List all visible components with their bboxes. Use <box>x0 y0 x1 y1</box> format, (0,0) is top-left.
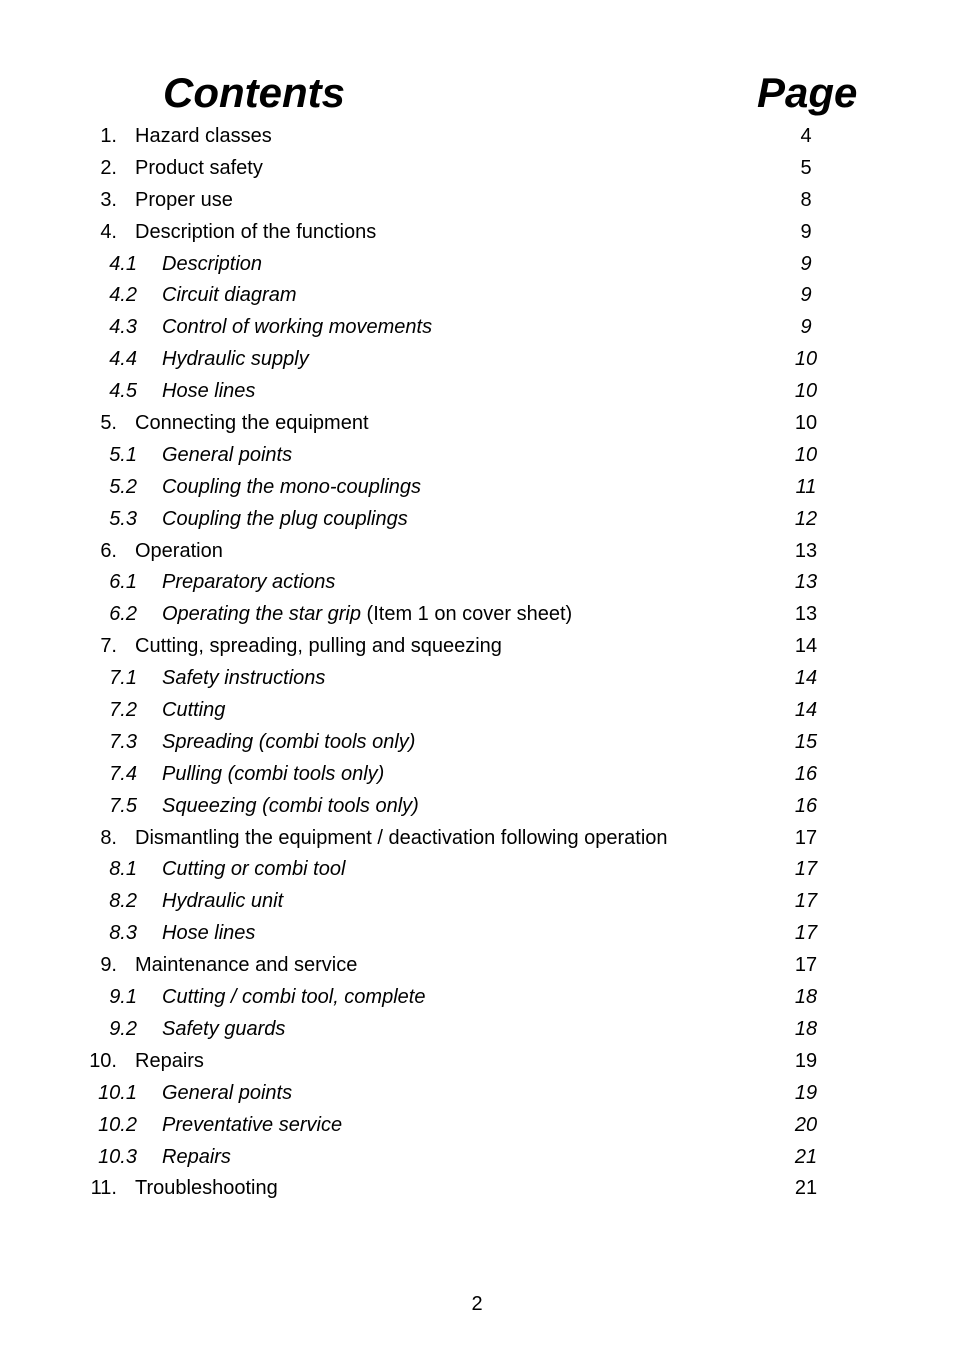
toc-entry-number: 4.2 <box>109 284 137 307</box>
toc-entry-number: 8.3 <box>109 922 137 945</box>
toc-entry-number: 7.2 <box>109 699 137 722</box>
toc-subentry[interactable] <box>0 662 954 694</box>
toc-entry-title: Cutting, spreading, pulling and squeezing <box>135 635 502 658</box>
toc-entry-page: 17 <box>794 922 818 945</box>
toc-entry-page: 20 <box>794 1113 818 1136</box>
toc-entry-number: 6.2 <box>109 603 137 626</box>
toc-subentry[interactable] <box>0 311 954 343</box>
toc-entry-title: Control of working movements <box>162 316 433 339</box>
toc-entry-number: 5. <box>100 412 117 435</box>
toc-entry-page: 9 <box>800 220 812 243</box>
toc-entry-title: Circuit diagram <box>162 284 297 307</box>
toc-subentry[interactable] <box>0 885 954 917</box>
toc-entry-title: Operation <box>135 539 223 562</box>
toc-entry-number: 8. <box>100 826 117 849</box>
toc-entry-title: General points <box>162 1081 293 1104</box>
toc-entry-title: Hydraulic supply <box>162 348 309 371</box>
toc-entry[interactable] <box>0 184 954 216</box>
toc-entry-title-wrap <box>162 471 421 503</box>
toc-entry-page: 18 <box>794 1017 818 1040</box>
toc-entry-title-wrap <box>135 120 272 152</box>
toc-subentry[interactable] <box>0 981 954 1013</box>
toc-entry-title-wrap <box>162 662 325 694</box>
toc-entry-title-wrap <box>162 917 255 949</box>
toc-entry-title-wrap <box>162 790 419 822</box>
toc-entry-title-wrap <box>162 566 335 598</box>
toc-subentry[interactable] <box>0 1077 954 1109</box>
toc-entry-title-wrap <box>135 1045 204 1077</box>
toc-entry-page: 12 <box>794 507 818 530</box>
toc-entry-page: 10 <box>794 443 818 466</box>
toc-entry-number: 5.2 <box>109 475 137 498</box>
toc-entry[interactable] <box>0 949 954 981</box>
toc-subentry[interactable] <box>0 375 954 407</box>
toc-entry-number: 4.4 <box>109 348 137 371</box>
toc-entry-title-wrap <box>162 758 384 790</box>
toc-entry-title-wrap <box>135 535 223 567</box>
toc-entry-number: 7.4 <box>109 762 137 785</box>
toc-entry-title: Maintenance and service <box>135 954 358 977</box>
toc-entry-title: Hydraulic unit <box>162 890 284 913</box>
toc-entry-title: Operating the star grip <box>162 603 361 626</box>
toc-entry-title: Safety guards <box>162 1017 286 1040</box>
toc-entry-title-wrap <box>162 343 309 375</box>
toc-subentry[interactable] <box>0 726 954 758</box>
toc-subentry[interactable] <box>0 758 954 790</box>
toc-entry-number: 9.1 <box>109 986 137 1009</box>
toc-entry-page: 13 <box>794 571 818 594</box>
toc-entry-page: 9 <box>800 316 812 339</box>
toc-entry-title: Preparatory actions <box>162 571 336 594</box>
toc-entry-title: Preventative service <box>162 1113 343 1136</box>
toc-entry-title: Spreading (combi tools only) <box>162 730 416 753</box>
toc-entry-title-wrap <box>162 726 415 758</box>
toc-entry-title: Hose lines <box>162 380 256 403</box>
toc-subentry[interactable] <box>0 790 954 822</box>
toc-entry-page: 8 <box>800 188 812 211</box>
toc-entry-title-wrap <box>162 1109 342 1141</box>
toc-entry-title: General points <box>162 443 293 466</box>
toc-entry-number: 6.1 <box>109 571 137 594</box>
toc-entry[interactable] <box>0 152 954 184</box>
toc-entry-number: 1. <box>100 125 117 147</box>
toc-entry-number: 10. <box>89 1049 117 1072</box>
toc-subentry[interactable] <box>0 279 954 311</box>
toc-entry-page: 16 <box>794 794 818 817</box>
toc-entry-page: 9 <box>800 284 812 307</box>
toc-entry[interactable] <box>0 216 954 248</box>
toc-entry-title: Description <box>162 252 263 275</box>
toc-entry-title: Pulling (combi tools only) <box>162 762 385 785</box>
toc-entry-title: Squeezing (combi tools only) <box>162 794 419 817</box>
toc-entry-title-wrap <box>135 630 502 662</box>
toc-entry-title: Cutting <box>162 699 226 722</box>
toc-entry-page: 21 <box>794 1145 818 1168</box>
toc-entry-page: 10 <box>794 380 818 403</box>
toc-entry-page: 14 <box>794 699 818 722</box>
toc-entry-title: Safety instructions <box>162 667 326 690</box>
toc-entry-number: 7.1 <box>109 667 137 690</box>
toc-entry-page: 19 <box>794 1081 818 1104</box>
toc-entry-page: 11 <box>795 475 817 498</box>
toc-entry-title-wrap <box>162 311 432 343</box>
toc-entry-number: 11. <box>90 1177 117 1200</box>
toc-entry-number: 9. <box>100 954 117 977</box>
toc-entry[interactable] <box>0 630 954 662</box>
toc-subentry[interactable] <box>0 248 954 280</box>
contents-heading: Contents <box>163 69 345 116</box>
toc-entry-title: Coupling the mono-couplings <box>162 475 422 498</box>
toc-entry-title-wrap <box>162 1013 285 1045</box>
toc-entry-title-wrap <box>162 503 408 535</box>
toc-entry[interactable] <box>0 407 954 439</box>
toc-entry-number: 7. <box>100 635 117 658</box>
toc-subentry[interactable] <box>0 598 954 630</box>
toc-entry-page: 5 <box>800 156 812 179</box>
toc-entry-number: 5.3 <box>109 507 137 530</box>
toc-entry-number: 7.5 <box>109 794 137 817</box>
toc-entry-page: 19 <box>794 1049 818 1072</box>
toc-entry-number: 4.5 <box>109 380 137 403</box>
toc-entry[interactable] <box>0 535 954 567</box>
toc-entry-page: 17 <box>794 858 818 881</box>
toc-entry-page: 17 <box>794 890 818 913</box>
toc-entry-title: Cutting / combi tool, complete <box>162 986 426 1009</box>
toc-entry-page: 4 <box>800 125 812 147</box>
toc-entry-page: 16 <box>794 762 818 785</box>
toc-subentry[interactable] <box>0 471 954 503</box>
toc-entry-page: 15 <box>794 730 818 753</box>
toc-subentry[interactable] <box>0 694 954 726</box>
toc-entry-title: Dismantling the equipment / deactivation following operation <box>135 826 668 849</box>
toc-entry-number: 8.2 <box>109 890 137 913</box>
toc-subentry[interactable] <box>0 343 954 375</box>
toc-entry[interactable] <box>0 1172 954 1204</box>
toc-entry-number: 6. <box>100 539 117 562</box>
toc-entry-page: 17 <box>794 826 818 849</box>
toc-entry-title-wrap <box>162 439 292 471</box>
toc-subentry[interactable] <box>0 917 954 949</box>
toc-entry-page: 10 <box>794 348 818 371</box>
toc-entry-title-wrap <box>162 981 425 1013</box>
toc-entry-page: 18 <box>794 986 818 1009</box>
toc-entry-title: Cutting or combi tool <box>162 858 346 881</box>
toc-entry-title-wrap <box>162 885 283 917</box>
toc-entry-title-wrap <box>162 248 262 280</box>
toc-entry-number: 4.1 <box>109 252 137 275</box>
toc-entry[interactable] <box>0 120 954 152</box>
toc-entry-page: 21 <box>794 1177 818 1200</box>
table-of-contents <box>0 120 954 1204</box>
toc-subentry[interactable] <box>0 1013 954 1045</box>
toc-entry-number: 4.3 <box>109 316 137 339</box>
toc-entry-page: 14 <box>794 635 818 658</box>
toc-entry-title: Coupling the plug couplings <box>162 507 408 530</box>
toc-entry-number: 8.1 <box>109 858 137 881</box>
toc-entry-title-wrap <box>162 375 255 407</box>
toc-entry-title: Repairs <box>162 1145 231 1168</box>
toc-entry-title-note: (Item 1 on cover sheet) <box>361 603 573 626</box>
toc-entry-number: 3. <box>100 188 117 211</box>
toc-entry-page: 13 <box>794 539 818 562</box>
toc-entry[interactable] <box>0 1045 954 1077</box>
toc-entry-title: Proper use <box>135 188 233 211</box>
toc-entry-page: 9 <box>800 252 812 275</box>
toc-entry-title-wrap <box>162 853 345 885</box>
toc-entry-title: Connecting the equipment <box>135 412 369 435</box>
toc-entry-number: 2. <box>100 156 117 179</box>
toc-subentry[interactable] <box>0 566 954 598</box>
toc-entry-title: Troubleshooting <box>135 1177 278 1200</box>
toc-entry-title: Repairs <box>135 1049 204 1072</box>
toc-entry-number: 7.3 <box>109 730 137 753</box>
page-number: 2 <box>471 1293 483 1315</box>
toc-entry-title-wrap <box>135 949 357 981</box>
toc-entry-title-wrap <box>135 1172 278 1204</box>
toc-entry-number: 10.1 <box>98 1081 137 1104</box>
toc-entry-title-wrap <box>135 407 369 439</box>
toc-subentry[interactable] <box>0 439 954 471</box>
toc-entry-title: Description of the functions <box>135 220 377 243</box>
toc-entry-title-wrap <box>162 1077 292 1109</box>
toc-entry-page: 13 <box>794 603 818 626</box>
toc-entry[interactable] <box>0 822 954 854</box>
toc-entry-title-wrap <box>162 279 296 311</box>
toc-subentry[interactable] <box>0 853 954 885</box>
toc-subentry[interactable] <box>0 1109 954 1141</box>
toc-entry-title-wrap <box>135 822 668 854</box>
toc-entry-title: Product safety <box>135 156 263 179</box>
toc-subentry[interactable] <box>0 503 954 535</box>
toc-entry-number: 9.2 <box>109 1017 137 1040</box>
toc-entry-page: 17 <box>794 954 818 977</box>
toc-entry-title-wrap <box>135 184 233 216</box>
toc-entry-page: 10 <box>794 412 818 435</box>
toc-entry-title-wrap <box>135 152 263 184</box>
toc-subentry[interactable] <box>0 1141 954 1173</box>
toc-entry-page: 14 <box>794 667 818 690</box>
toc-entry-title-wrap <box>135 216 376 248</box>
toc-entry-number: 10.2 <box>98 1113 137 1136</box>
toc-entry-title-wrap <box>162 1141 231 1173</box>
toc-entry-title-wrap <box>162 598 572 630</box>
toc-entry-number: 4. <box>100 220 117 243</box>
toc-entry-title: Hazard classes <box>135 125 272 147</box>
toc-entry-number: 5.1 <box>109 443 137 466</box>
toc-entry-number: 10.3 <box>98 1145 137 1168</box>
toc-entry-title-wrap <box>162 694 225 726</box>
toc-entry-title: Hose lines <box>162 922 256 945</box>
page-column-heading: Page <box>757 69 858 116</box>
